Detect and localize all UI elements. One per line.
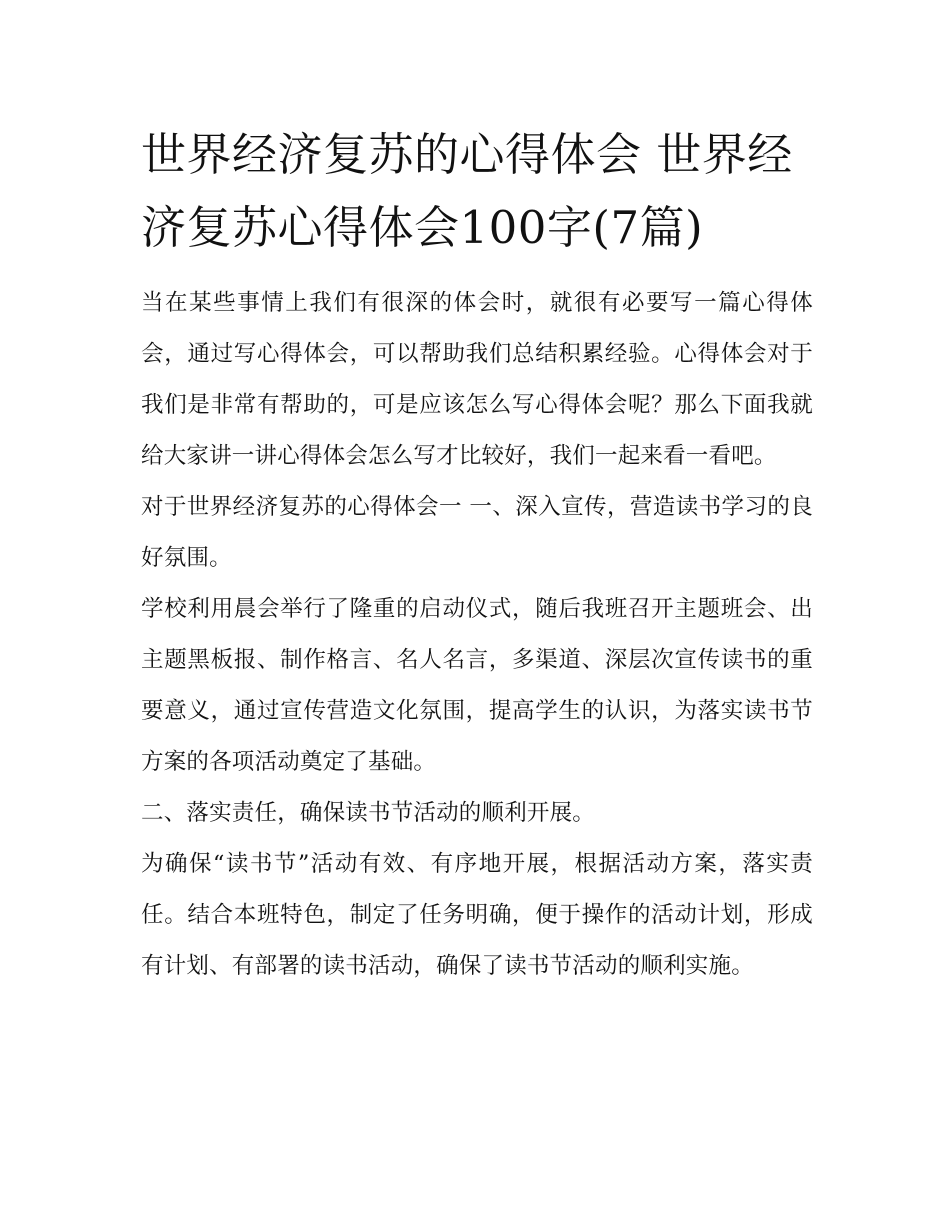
- paragraph-section-two: 二、落实责任，确保读书节活动的顺利开展。: [141, 800, 596, 826]
- paragraph-intro: 当在某些事情上我们有很深的体会时，就很有必要写一篇心得体会，通过写心得体会，可以帮助我们总结积累经验。心得体会对于我们是非常有帮助的，可是应该怎么写心得体会呢？那么下面我就给大家讲一讲心得体会怎么写才比较好，我们一起来看一看吧。: [141, 290, 813, 469]
- document-page: [141, 118, 813, 992]
- paragraph-section-one: 对于世界经济复苏的心得体会一 一、深入宣传，营造读书学习的良好氛围。: [141, 494, 813, 571]
- paragraph-section-one-body: 学校利用晨会举行了隆重的启动仪式，随后我班召开主题班会、出主题黑板报、制作格言、名人名言，多渠道、深层次宣传读书的重要意义，通过宣传营造文化氛围，提高学生的认识，为落实读书节方案的各项活动奠定了基础。: [141, 596, 813, 775]
- document-title: 世界经济复苏的心得体会 世界经济复苏心得体会100字(7篇): [141, 128, 793, 254]
- paragraph-section-two-body: 为确保“读书节”活动有效、有序地开展，根据活动方案，落实责任。结合本班特色，制定了任务明确，便于操作的活动计划，形成有计划、有部署的读书活动，确保了读书节活动的顺利实施。: [141, 851, 813, 979]
